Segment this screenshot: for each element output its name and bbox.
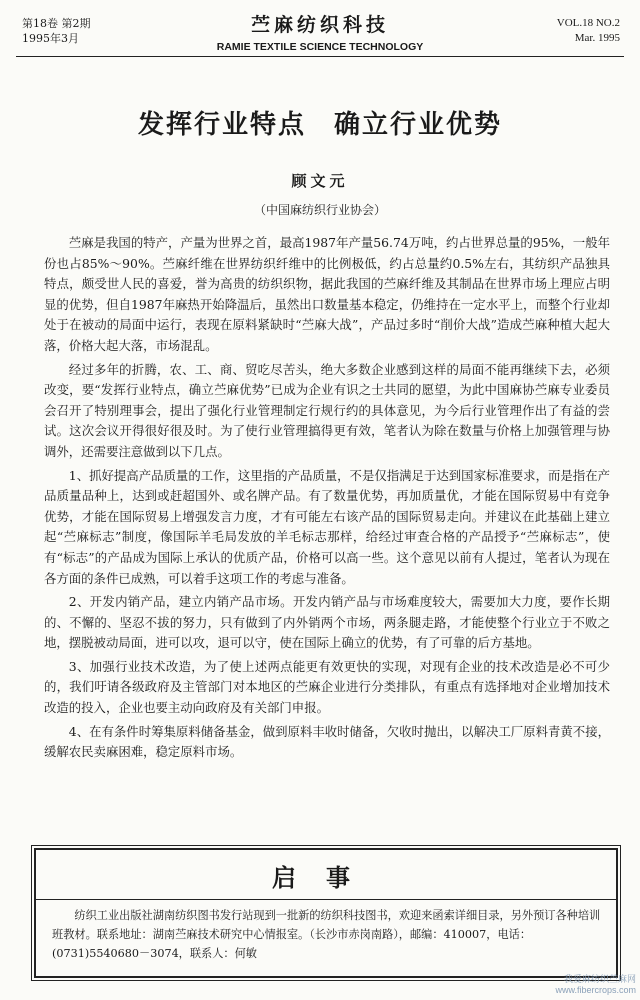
paragraph-background: 经过多年的折腾，农、工、商、贸吃尽苦头，绝大多数企业感到这样的局面不能再继续下去，必须改变，要“发挥行业特点，确立苎麻优势”已成为企业有识之士共同的愿望，为此中国麻协苎麻专业委员会召开了特别理事会，提出了强化行业管理制定行规行约的具体意见，为今后行业管理作出了有益的尝试。这次会议开得很好很及时。为了使行业管理搞得更有效，笔者认为除在数量与价格上加强管理与协调外，还需要注意做到以下几点。 [44,361,610,459]
volume-issue-cn: 第18卷 第2期 [22,17,91,30]
notice-title: 启事 [272,864,380,892]
date-cn: 1995年3月 [22,32,79,45]
header-center [14,10,626,53]
journal-name-cn: 苎麻纺织科技 [250,14,389,36]
header-right [557,16,620,46]
paragraph-point-4: 4、在有条件时筹集原料储备基金，做到原料丰收时储备，欠收时抛出，以解决工厂原料青黄不接，缓解农民卖麻困难，稳定原料市场。 [44,723,610,760]
article-author: 顾文元 [291,172,349,190]
notice-box [34,848,618,978]
notice-body: 纺织工业出版社湖南纺织图书发行站现到一批新的纺织科技图书，欢迎来函索详细目录，另外预订各种培训班教材。联系地址：湖南苎麻技术研究中心情报室。（长沙市赤岗南路），邮编：410007，电话：(0731)5540680－3074，联系人：何敏 [52,909,601,960]
journal-header [14,6,626,60]
paragraph-intro: 苎麻是我国的特产，产量为世界之首，最高1987年产量56.74万吨，约占世界总量的95%，一般年份也占85%～90%。苎麻纤维在世界纺织纤维中的比例极低，约占总量约0.5%左右，其纺织产品独具特点，颇受世人民的喜爱，誉为高贵的纺织织物，据此我国的苎麻纤维及其制品在世界市场上理应占明显的优势，但自1987年麻热开始降温后，虽然出口数量基本稳定，仍维持在一定水平上，而整个行业却处于在被动的局面中运行，表现在原料紧缺时“苎麻大战”，产品过多时“削价大战”造成苎麻种植大起大落，价格大起大落，市场混乱。 [44,235,610,353]
paragraph-point-2: 2、开发内销产品，建立内销产品市场。开发内销产品与市场难度较大，需要加大力度，要作长期的、不懈的、坚忍不拔的努力，只有做到了内外销两个市场，两条腿走路，才能使整个行业立于不败之地，摆脱被动局面，进可以攻，退可以守，使在国际上确立的优势，有了可靠的后方基地。 [44,594,610,651]
author-affiliation: （中国麻纺织行业协会） [253,203,386,217]
volume-issue-en: VOL.18 NO.2 [556,17,620,29]
article-body [44,233,610,766]
date-en: Mar. 1995 [574,32,620,44]
header-divider [16,56,624,57]
watermark-line-2: www.fibercrops.com [555,985,636,995]
watermark-line-1: 我爱麻纺织苎麻网 [563,974,636,984]
journal-name-en: RAMIE TEXTILE SCIENCE TECHNOLOGY [216,41,424,53]
paragraph-point-1: 1、抓好提高产品质量的工作，这里指的产品质量，不是仅指满足于达到国家标准要求，而是指在产品质量品种上，达到或赶超国外、或名牌产品。有了数量优势，再加质量优，才能在国际贸易中有竞争优势，才能在国际贸易上增强发言力度，才有可能左右该产品的国际贸易走向。并建议在此基础上建立起“苎麻标志”制度，像国际羊毛局发放的羊毛标志那样，给经过审查合格的产品授予“苎麻标志”，使有“标志”的产品成为国际上承认的优质产品，价格可以高一些。这个意见以前有人提过，笔者认为现在各方面的条件已成熟，可以着手这项工作的考虑与准备。 [44,467,610,586]
site-watermark [555,974,636,996]
paragraph-point-3: 3、加强行业技术改造，为了使上述两点能更有效更快的实现，对现有企业的技术改造是必不可少的，我们吁请各级政府及主管部门对本地区的苎麻企业进行分类排队，有重点有选择地对企业增加技术改造的投入，企业也要主动向政府及有关部门申报。 [44,658,610,716]
article-title: 发挥行业特点 确立行业优势 [137,110,502,140]
